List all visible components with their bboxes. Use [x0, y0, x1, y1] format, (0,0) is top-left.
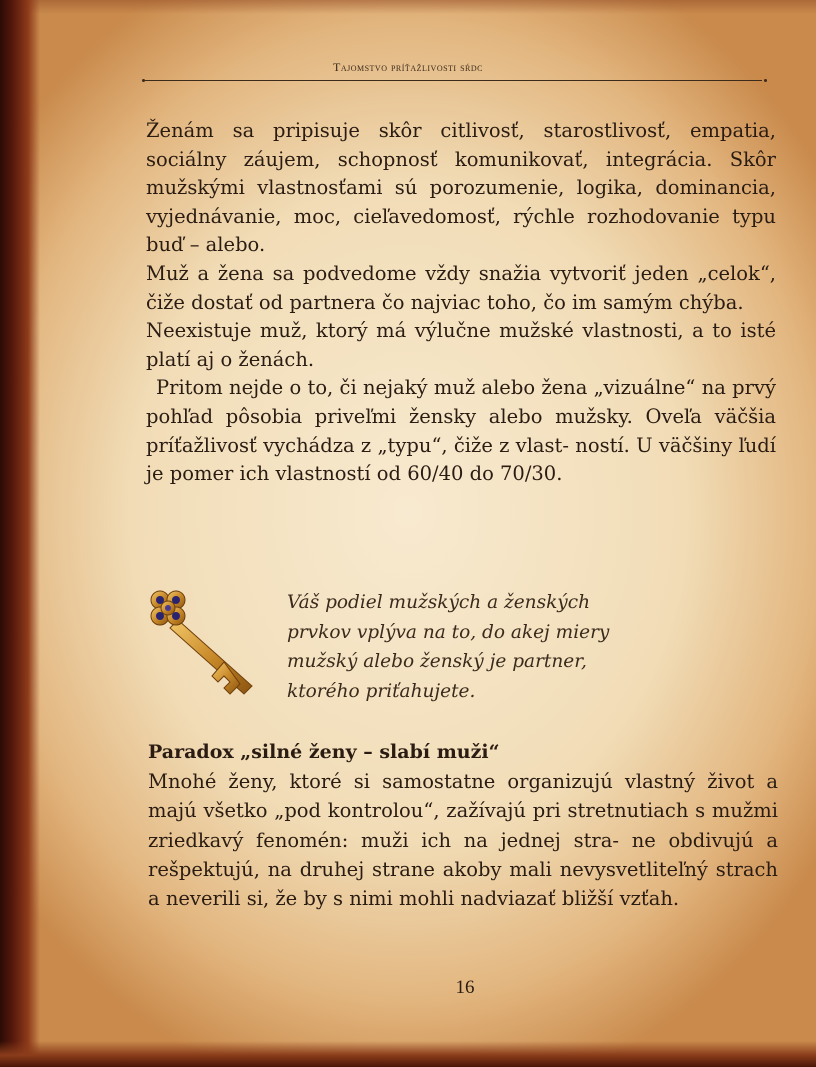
section-heading: Paradox „silné ženy – slabí muži“	[148, 741, 500, 763]
running-header	[0, 60, 816, 75]
paragraph-4: Pritom nejde o to, či nejaký muž alebo žena „vizuálne“ na prvý pohľad pôsobia priveľmi žensky alebo mužsky. Oveľa väčšia príťažlivosť vychádza z „typu“, čiže z vlast- ností. U väčšiny ľudí je pomer ich vlastností od 60/40 do 70/30.	[146, 376, 777, 486]
burnt-left-edge	[0, 0, 40, 1067]
rule-dot-left	[142, 79, 145, 82]
rule-dot-right	[764, 79, 767, 82]
paragraph-2: Muž a žena sa podvedome vždy snažia vytvoriť jeden „celok“, čiže dostať od partnera čo najviac toho, čo im samým chýba.	[146, 261, 776, 314]
running-title: Tajomstvo príťažlivosti sŕdc	[332, 60, 483, 74]
header-rule	[145, 80, 762, 81]
paragraph-3: Neexistuje muž, ktorý má výlučne mužské vlastnosti, a to isté platí aj o ženách.	[146, 319, 776, 371]
page-number: 16	[455, 977, 475, 998]
section-text: Mnohé ženy, ktoré si samostatne organizujú vlastný život a majú všetko „pod kontrolou“, zažívajú pri stretnutiach s mužmi zriedkavý fenomén: muži ich na jednej stra- ne obdivujú a rešpektujú, na druhej strane akoby mali nevysvetliteľný strach a neverili si, že by s nimi mohli nadviazať bližší vzťah.	[148, 770, 779, 911]
paragraph-1: Ženám sa pripisuje skôr citlivosť, starostlivosť, empatia, sociálny záujem, schopnosť komunikovať, integrácia. Skôr mužskými vlastnosťami sú porozumenie, logika, dominancia, vyjednávanie, moc, cieľavedomosť, rýchle rozhodovanie typu buď – alebo.	[146, 119, 776, 257]
key-callout-quote: Váš podiel mužských a ženských prvkov vplýva na to, do akej miery mužský alebo ženský je partner, ktorého priťahujete.	[287, 592, 610, 702]
burnt-bottom-edge	[0, 1041, 816, 1067]
page-top-edge	[0, 0, 816, 14]
key-icon	[140, 586, 270, 712]
main-text	[146, 117, 776, 489]
